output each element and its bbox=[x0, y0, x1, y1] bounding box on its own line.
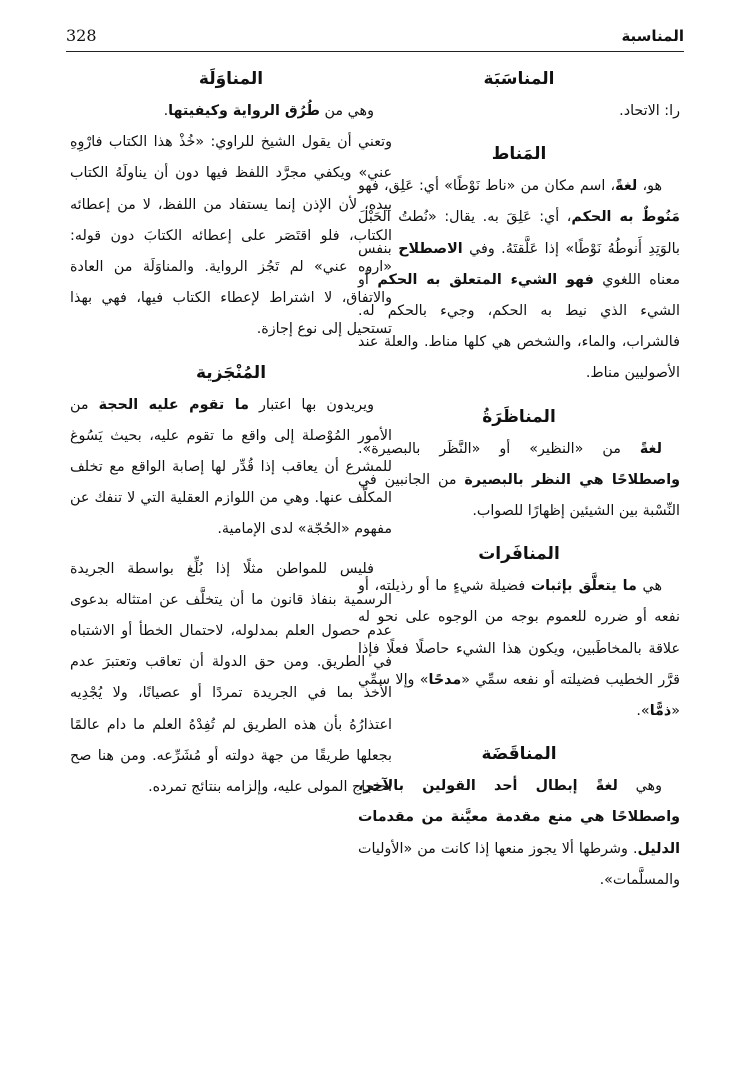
running-header bbox=[66, 18, 684, 52]
left-column bbox=[70, 62, 392, 803]
entry-title-munawala: المناوَلَة bbox=[198, 69, 264, 89]
right-column bbox=[358, 62, 680, 896]
entry-text-munjaziya-2: فليس للمواطن مثلًا إذا بُلِّغ بواسطة الجريدة الرسمية بنفاذ قانون ما أن يتخلَّف عن امتثاله بدعوى عدم حصول العلم بمدلوله، لاحتمال الخطأ أو الاشتباه في الطريق. ومن حق الدولة أن تعاقب وتعتبرَ عدم الأخذ بما في الجريدة تمردًا أو عصيانًا، ولا يُجْدِيه اعتذارُهُ بأن هذه الطريق لم تُفِدْهُ العلم ما دام عالمًا بجعلها طريقًا من جهة دولته أو مُشَرِّعه. ومن هنا صح احتجاج المولى عليه، وإلزامه بنتائج تمرده. bbox=[70, 560, 392, 796]
entry-title-munjaziya: المُنْجَزية bbox=[195, 362, 267, 383]
entry-title-munasaba: المناسَبَة bbox=[483, 69, 555, 89]
entry-text-munafarat: هي ما يتعلَّق بإثبات فضيلة شيءٍ ما أو رذيلته، أو نفعه أو ضرره للعموم بوجه من الوجوه على نحو له علاقة بالمخاطَبين، ويكون هذا الشيء حاصلًا فعلًا فإذا قرَّر الخطيب فضيلته أو نفعه سمِّي «مدحًا» وإلا سمِّي «ذمًّا». bbox=[358, 578, 680, 720]
entry-title-munazara: المناظَرَةُ bbox=[482, 406, 556, 427]
running-title: المناسبة bbox=[621, 27, 684, 45]
entry-text-munawala-1: وهي من طُرُق الرواية وكيفيتها. bbox=[163, 103, 374, 119]
entry-title-munaqada: المناقَضَة bbox=[481, 744, 557, 765]
page-number: 328 bbox=[66, 26, 97, 45]
entry-text-munjaziya-1: ويريدون بها اعتبار ما تقوم عليه الحجة من الأمور المُوْصلة إلى واقع ما تقوم عليه، بحيث يَسُوغ للمشرع أن يعاقب إذا قُدِّر لها إصابة الواقع مع تخلف المكلَّف عنها. وهي من اللوازم العقلية التي لا تنفك عن مفهوم «الحُجّة» لدى الإمامية. bbox=[70, 396, 392, 538]
entry-text-munaqada: وهي لغةً إبطال أحد القولين بالآخر، واصطلاحًا هي منع مقدمة معيَّنة من مقدمات الدليل. وشرطها ألا يجوز منعها إذا كانت من «الأوليات والمسلَّمات». bbox=[358, 778, 680, 888]
entry-text-munazara: لغةً من «النظير» أو «النَّظَر بالبصيرة». واصطلاحًا هي النظر بالبصيرة من الجانبين في النِّسْبة بين الشيئين إظهارًا للصواب. bbox=[358, 440, 680, 520]
entry-title-manat: المَناط bbox=[491, 144, 547, 165]
entry-text-munawala-2: وتعني أن يقول الشيخ للراوي: «خُذْ هذا الكتاب فارْوِهِ عني» ويكفي مجرَّد اللفظ فيها دون أن يناولَهُ الكتاب بيده، لأن الإذن إنما يستفاد من اللفظ، لا من إعطائه الكتاب، فلو اقتَصَر على إعطائه الكتابَ دون قوله: «اروه عني» لم تَجُز الرواية. والمناوَلَة من العادة والاتفاق، لا اشتراط لإعطاء الكتاب فيها، فهي بهذا تستحيل إلى نوع إجازة. bbox=[70, 134, 392, 338]
entry-text-manat: هو، لغةً، اسم مكان من «ناط نَوْطًا» أي: عَلِق، فهو مَنُوطٌ به الحكم، أي: عَلِقَ به. يقال: «نُطتُ الحَبْلَ بالوَتِدِ أَنوطُهُ نَوْطًا» إذا عَلَّقتَهُ. وفي الاصطلاح بنفس معناه اللغوي فهو الشيء المتعلق به الحكم أو الشيء الذي نيط به الحكم، وجيء بالحكم له. فالشراب، والماء، والشخص هي كلها مناط. والعلة عند الأصوليين مناط. bbox=[358, 178, 681, 382]
entry-title-munafarat: المنافَرات bbox=[478, 544, 560, 565]
entry-text-munasaba: را: الاتحاد. bbox=[619, 103, 680, 119]
